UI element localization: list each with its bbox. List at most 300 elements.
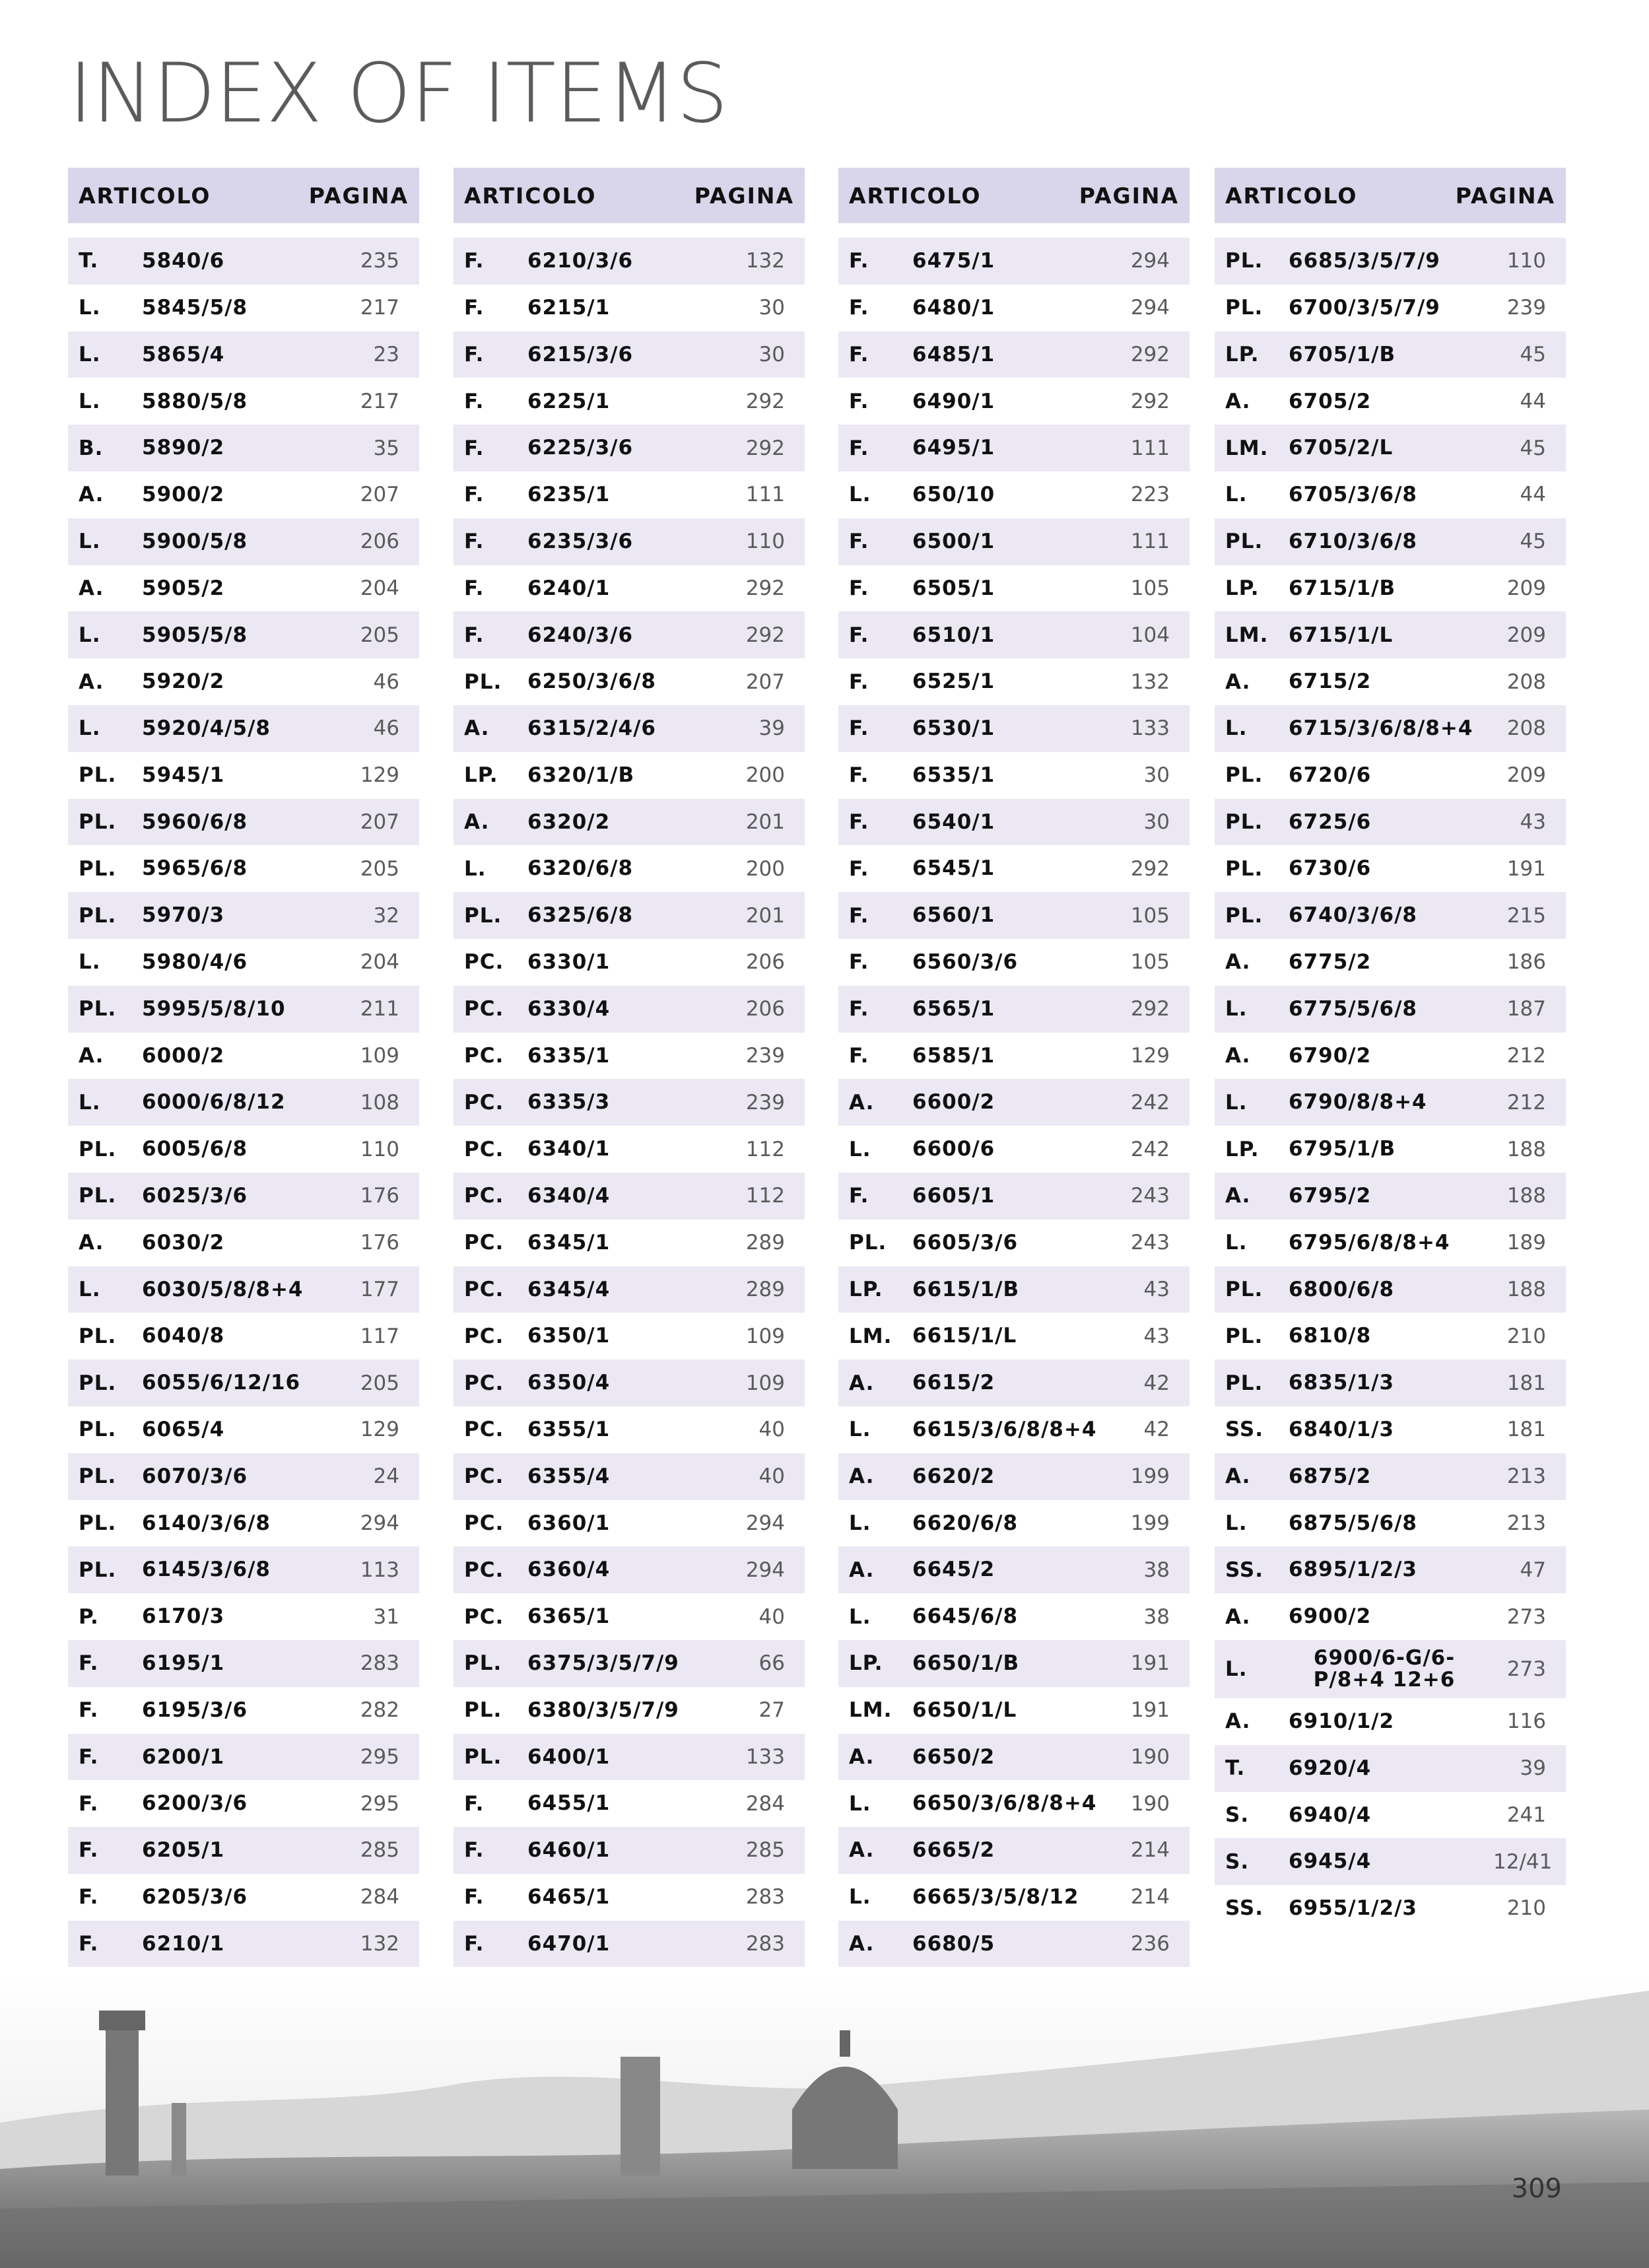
table-row [838,331,1190,378]
item-page: 39 [758,716,785,741]
item-page: 43 [1143,1277,1170,1301]
item-page: 45 [1520,436,1546,460]
item-code: 6895/1/2/3 [1289,1558,1417,1582]
item-code: 5840/6 [142,249,225,273]
table-row [838,1687,1190,1734]
item-code: 6775/5/6/8 [1289,996,1417,1021]
table-row [68,1827,419,1874]
item-code: 6615/1/L [912,1324,1017,1348]
table-row [454,285,805,331]
item-page: 294 [1130,249,1170,273]
table-row [1215,1792,1566,1839]
item-code: 6350/1 [527,1324,611,1348]
table-row [68,331,419,378]
item-code: 6065/4 [142,1418,225,1442]
table-row [1215,1033,1566,1080]
item-code: 6775/2 [1289,950,1372,975]
item-page: 30 [758,296,785,320]
item-prefix: A. [1225,1709,1251,1734]
table-row [68,1313,419,1359]
item-page: 207 [360,483,399,507]
item-prefix: PL. [1225,1277,1263,1301]
item-page: 176 [360,1184,399,1208]
item-prefix: A. [1225,1464,1251,1489]
table-row [454,611,805,658]
item-code: 6200/1 [142,1744,225,1769]
item-prefix: PL. [464,670,502,694]
item-prefix: L. [849,1418,871,1442]
table-row [838,1546,1190,1593]
item-code: 6725/6 [1289,809,1372,834]
item-prefix: L. [79,389,101,413]
item-code: 6645/2 [912,1558,995,1582]
item-page: 27 [758,1698,785,1723]
item-page: 284 [745,1791,785,1816]
item-prefix: PL. [79,903,117,928]
item-prefix: A. [1225,950,1251,975]
item-prefix: L. [79,716,101,741]
item-code: 6215/1 [527,295,611,320]
item-prefix: PL. [79,763,117,788]
item-code: 6900/6-G/6-P/8+4 12+6 [1313,1646,1456,1692]
header-pagina: PAGINA [694,182,794,209]
item-page: 283 [745,1885,785,1909]
item-prefix: PL. [79,1324,117,1348]
item-prefix: L. [79,296,101,320]
item-code: 6340/4 [527,1184,611,1208]
table-row [454,1874,805,1921]
index-column-4 [1215,168,1566,1932]
item-code: 6235/1 [527,483,611,507]
item-code: 6320/1/B [527,763,635,787]
table-row [838,285,1190,331]
item-prefix: F. [464,1932,485,1956]
item-page: 243 [1130,1231,1170,1255]
item-code: 6615/2 [912,1371,995,1395]
table-row [68,611,419,658]
table-row [838,1640,1190,1687]
table-row [838,1453,1190,1500]
item-code: 6560/1 [912,903,995,928]
header-pagina: PAGINA [308,182,409,209]
item-code: 6605/1 [912,1184,995,1208]
table-row [1215,1885,1566,1932]
item-page: 292 [1130,389,1170,413]
table-row [1215,1453,1566,1500]
table-row [1215,1126,1566,1173]
item-page: 282 [360,1698,399,1723]
item-prefix: F. [849,809,869,834]
table-row [68,1033,419,1080]
item-page: 188 [1506,1277,1546,1301]
item-code: 6355/4 [527,1464,611,1488]
item-prefix: F. [849,1043,869,1068]
column-header [454,168,805,223]
item-page: 111 [745,483,785,507]
table-row [454,752,805,799]
table-row [454,1079,805,1126]
item-code: 6730/6 [1289,856,1372,881]
table-row [838,425,1190,471]
item-code: 6650/1/L [912,1698,1017,1722]
table-row [1215,471,1566,518]
table-row [1215,1406,1566,1453]
item-prefix: F. [464,296,485,320]
item-prefix: F. [464,483,485,507]
item-page: 46 [373,670,399,694]
item-code: 6005/6/8 [142,1137,248,1161]
item-prefix: B. [79,436,104,460]
item-page: 217 [360,389,399,413]
item-page: 205 [360,856,399,881]
item-page: 239 [1506,296,1546,320]
item-page: 190 [1130,1744,1170,1769]
table-row [454,986,805,1033]
column-header [1215,168,1566,223]
item-page: 208 [1506,716,1546,741]
item-prefix: A. [1225,389,1251,413]
table-row [68,986,419,1033]
table-row [1215,1266,1566,1313]
item-page: 30 [758,342,785,366]
item-code: 6605/3/6 [912,1230,1019,1254]
item-prefix: PL. [464,1651,502,1676]
item-page: 44 [1520,483,1546,507]
item-page: 111 [1130,530,1170,554]
item-list [68,238,419,1967]
table-row [68,892,419,939]
item-prefix: L. [79,950,101,975]
table-row [1215,939,1566,986]
item-code: 6840/1/3 [1289,1418,1395,1442]
item-page: 42 [1143,1371,1170,1395]
item-page: 31 [373,1604,399,1629]
item-page: 187 [1506,997,1546,1021]
item-prefix: A. [1225,1043,1251,1068]
table-row [1215,1220,1566,1266]
item-code: 6250/3/6/8 [527,670,656,694]
item-code: 6585/1 [912,1043,995,1068]
item-page: 129 [1130,1043,1170,1068]
item-page: 117 [360,1324,399,1348]
item-page: 213 [1506,1464,1546,1489]
table-row [454,1780,805,1827]
table-row [454,1266,805,1313]
item-code: 6210/3/6 [527,249,634,273]
item-code: 6665/2 [912,1838,995,1863]
item-code: 6700/3/5/7/9 [1289,295,1440,320]
item-page: 43 [1520,809,1546,834]
table-row [838,471,1190,518]
table-row [454,1359,805,1406]
item-page: 284 [360,1885,399,1909]
item-code: 6955/1/2/3 [1289,1896,1417,1921]
item-prefix: PL. [79,1137,117,1161]
item-prefix: PC. [464,1090,504,1115]
table-row [1215,752,1566,799]
item-prefix: PC. [464,1418,504,1442]
item-prefix: LP. [849,1651,883,1676]
item-prefix: L. [849,483,871,507]
table-row [68,1546,419,1593]
item-page: 45 [1520,342,1546,366]
item-code: 6400/1 [527,1744,611,1769]
item-page: 212 [1506,1043,1546,1068]
item-page: 109 [745,1324,785,1348]
item-prefix: LM. [1225,436,1269,460]
table-row [838,1313,1190,1359]
item-prefix: PC. [464,1464,504,1489]
item-prefix: F. [849,903,869,928]
table-row [1215,986,1566,1033]
item-page: 207 [360,809,399,834]
item-code: 6795/6/8/8+4 [1289,1230,1450,1254]
item-code: 6375/3/5/7/9 [527,1651,679,1676]
item-page: 35 [373,436,399,460]
table-row [1215,845,1566,892]
item-page: 108 [360,1090,399,1115]
item-page: 205 [360,1371,399,1395]
item-page: 132 [1130,670,1170,694]
item-prefix: A. [79,670,104,694]
item-code: 6500/1 [912,529,995,553]
item-prefix: PL. [464,1744,502,1769]
item-prefix: SS. [1225,1418,1264,1442]
table-row [68,799,419,846]
item-prefix: LM. [1225,623,1269,647]
item-code: 6705/2/L [1289,436,1394,460]
item-code: 6325/6/8 [527,903,634,928]
item-prefix: L. [1225,483,1248,507]
item-code: 6195/3/6 [142,1698,248,1722]
item-prefix: F. [849,763,869,788]
item-code: 6835/1/3 [1289,1371,1395,1395]
item-page: 204 [360,950,399,975]
item-prefix: PL. [464,903,502,928]
item-page: 289 [745,1277,785,1301]
item-code: 5945/1 [142,763,225,787]
item-page: 211 [360,997,399,1021]
item-prefix: PL. [1225,296,1263,320]
table-row [68,1687,419,1734]
table-row [454,1687,805,1734]
table-row [68,425,419,471]
item-code: 6945/4 [1289,1849,1372,1874]
item-page: 30 [1143,809,1170,834]
table-row [68,658,419,705]
item-prefix: F. [464,1791,485,1816]
item-prefix: LM. [849,1698,892,1723]
item-prefix: L. [849,1137,871,1161]
item-code: 6795/2 [1289,1184,1372,1208]
item-prefix: F. [849,997,869,1021]
item-code: 6650/1/B [912,1651,1020,1676]
item-prefix: F. [464,576,485,600]
item-page: 295 [360,1744,399,1769]
table-row [838,939,1190,986]
item-page: 200 [745,856,785,881]
item-page: 112 [745,1184,785,1208]
table-row [68,238,419,285]
table-row [838,238,1190,285]
item-page: 215 [1506,903,1546,928]
item-prefix: L. [1225,716,1248,741]
item-page: 273 [1506,1604,1546,1629]
table-row [68,1593,419,1640]
item-code: 6225/1 [527,389,611,413]
item-code: 6470/1 [527,1931,611,1956]
item-code: 6620/2 [912,1464,995,1488]
item-code: 6940/4 [1289,1803,1372,1827]
item-code: 6525/1 [912,670,995,694]
item-prefix: S. [1225,1803,1250,1827]
item-code: 6205/3/6 [142,1885,248,1909]
header-pagina: PAGINA [1079,182,1179,209]
table-row [68,845,419,892]
item-prefix: PL. [79,1558,117,1582]
item-code: 6055/6/12/16 [142,1371,301,1395]
item-code: 5980/4/6 [142,950,248,975]
item-prefix: F. [464,342,485,366]
item-prefix: F. [849,856,869,881]
table-row [68,378,419,425]
table-row [1215,1500,1566,1547]
item-code: 6540/1 [912,809,995,834]
item-prefix: PC. [464,1043,504,1068]
item-code: 6225/3/6 [527,436,634,460]
item-code: 5970/3 [142,903,225,928]
item-page: 285 [745,1838,785,1863]
item-code: 650/10 [912,483,995,507]
table-row [454,1546,805,1593]
item-code: 6910/1/2 [1289,1709,1395,1734]
item-code: 6715/2 [1289,670,1372,694]
table-row [454,1313,805,1359]
item-prefix: SS. [1225,1896,1264,1921]
item-prefix: PL. [1225,1324,1263,1348]
item-page: 109 [745,1371,785,1395]
item-prefix: S. [1225,1849,1250,1874]
item-prefix: PL. [849,1231,887,1255]
item-code: 6715/1/B [1289,576,1396,600]
item-prefix: PC. [464,997,504,1021]
item-code: 5920/2 [142,670,225,694]
item-page: 295 [360,1791,399,1816]
item-page: 207 [745,670,785,694]
item-prefix: F. [849,670,869,694]
table-row [454,471,805,518]
header-articolo: ARTICOLO [849,182,982,209]
table-row [454,799,805,846]
item-prefix: PC. [464,1558,504,1582]
item-page: 206 [745,950,785,975]
item-page: 133 [745,1744,785,1769]
item-page: 209 [1506,763,1546,788]
item-prefix: L. [849,1885,871,1909]
table-row [68,939,419,986]
item-page: 110 [745,530,785,554]
table-row [454,1033,805,1080]
item-page: 242 [1130,1137,1170,1161]
item-code: 5995/5/8/10 [142,996,286,1021]
item-prefix: F. [79,1744,99,1769]
item-code: 6170/3 [142,1604,225,1629]
item-page: 44 [1520,389,1546,413]
item-code: 5865/4 [142,342,225,366]
item-prefix: A. [79,1043,104,1068]
item-code: 6215/3/6 [527,342,634,366]
table-row [454,1406,805,1453]
item-prefix: L. [849,1511,871,1535]
table-row [1215,611,1566,658]
item-page: 42 [1143,1418,1170,1442]
item-prefix: LP. [1225,576,1260,600]
item-prefix: F. [79,1698,99,1723]
item-page: 217 [360,296,399,320]
page-title: INDEX OF ITEMS [69,46,728,141]
item-page: 109 [360,1043,399,1068]
item-code: 6145/3/6/8 [142,1558,271,1582]
table-row [1215,1079,1566,1126]
table-row [68,1640,419,1687]
item-prefix: F. [849,249,869,273]
table-row [68,1453,419,1500]
table-row [1215,285,1566,331]
item-code: 6195/1 [142,1651,225,1676]
item-prefix: F. [464,623,485,647]
item-prefix: F. [849,623,869,647]
item-prefix: L. [79,1277,101,1301]
item-page: 40 [758,1464,785,1489]
item-page: 30 [1143,763,1170,788]
item-code: 6360/4 [527,1558,611,1582]
table-row [68,565,419,612]
item-prefix: PC. [464,1137,504,1161]
table-row [454,892,805,939]
item-page: 43 [1143,1324,1170,1348]
item-code: 6350/4 [527,1371,611,1395]
item-code: 5905/5/8 [142,623,248,647]
table-row [838,1220,1190,1266]
item-page: 214 [1130,1885,1170,1909]
item-page: 204 [360,576,399,600]
table-row [838,1593,1190,1640]
table-row [838,1359,1190,1406]
item-prefix: PL. [1225,903,1263,928]
item-prefix: L. [849,1791,871,1816]
item-page: 239 [745,1043,785,1068]
item-code: 6475/1 [912,249,995,273]
table-row [454,845,805,892]
table-row [1215,658,1566,705]
item-prefix: L. [79,530,101,554]
item-code: 6365/1 [527,1604,611,1629]
item-code: 6335/3 [527,1090,611,1115]
item-page: 46 [373,716,399,741]
table-row [454,565,805,612]
table-row [454,1593,805,1640]
item-page: 113 [360,1558,399,1582]
item-prefix: PC. [464,1324,504,1348]
item-prefix: PL. [1225,856,1263,881]
item-code: 6000/6/8/12 [142,1090,286,1115]
item-page: 132 [360,1932,399,1956]
item-page: 66 [758,1651,785,1676]
item-page: 191 [1506,856,1546,881]
table-row [1215,1698,1566,1745]
item-code: 6875/5/6/8 [1289,1511,1417,1535]
item-prefix: PC. [464,1371,504,1395]
